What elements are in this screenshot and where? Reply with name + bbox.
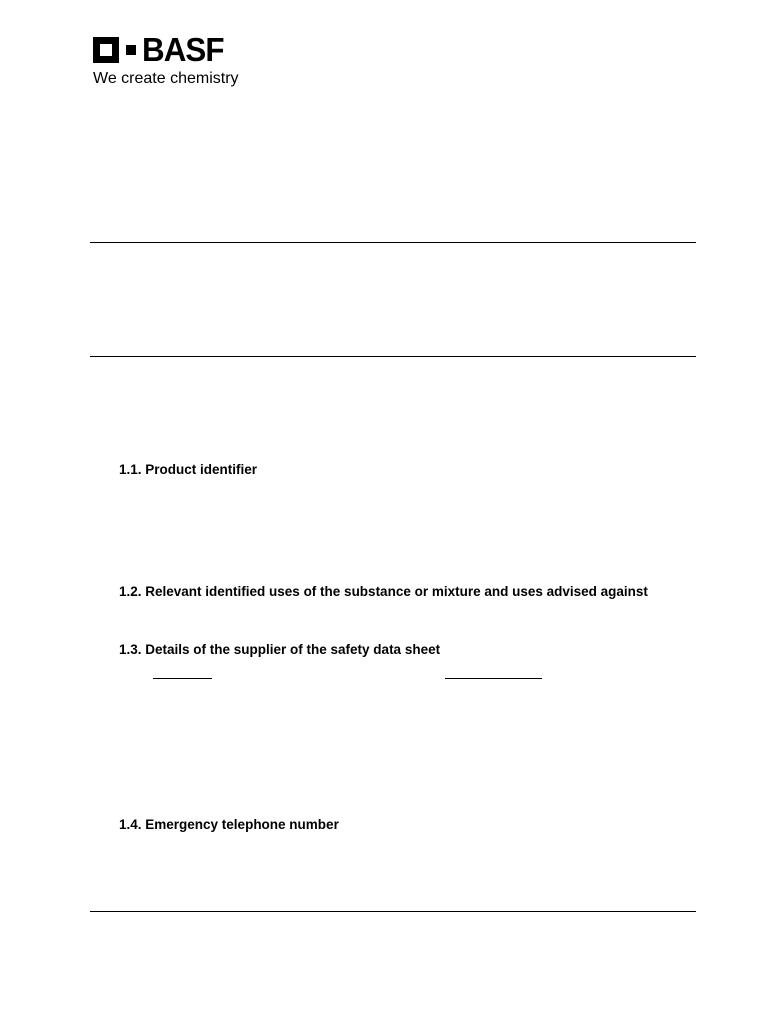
- section-heading-emergency-telephone: 1.4. Emergency telephone number: [119, 817, 339, 832]
- logo-square-solid-icon: [126, 45, 136, 55]
- logo-wordmark: BASF: [142, 31, 224, 68]
- section-heading-supplier-details: 1.3. Details of the supplier of the safety data sheet: [119, 642, 441, 657]
- divider-middle: [90, 356, 696, 357]
- logo-square-outline-icon: [93, 37, 119, 63]
- blank-underline-right: [445, 678, 542, 679]
- section-heading-product-identifier: 1.1. Product identifier: [119, 462, 258, 477]
- basf-logo-mark: [93, 31, 248, 68]
- logo-tagline: We create chemistry: [93, 70, 239, 87]
- basf-logo: [93, 31, 253, 91]
- divider-top: [90, 242, 696, 243]
- blank-underline-left: [153, 678, 212, 679]
- section-heading-relevant-uses: 1.2. Relevant identified uses of the substance or mixture and uses advised against: [119, 584, 648, 599]
- divider-bottom: [90, 911, 696, 912]
